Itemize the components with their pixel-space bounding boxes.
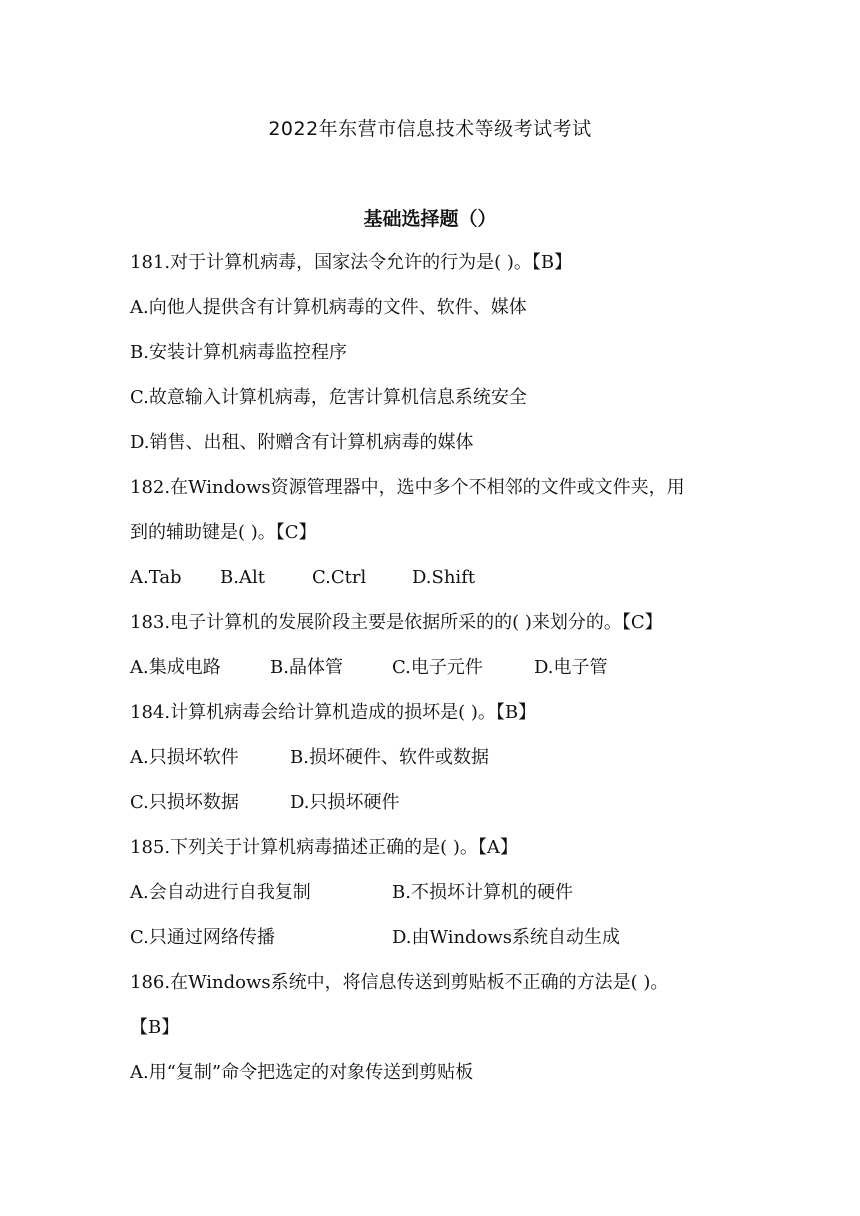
- question-183-option-a: A.集成电路: [130, 657, 221, 678]
- section-title: 基础选择题（）: [363, 208, 497, 230]
- question-183-stem: 183.电子计算机的发展阶段主要是依据所采的的( )来划分的。【C】: [130, 612, 663, 633]
- question-185-option-b: B.不损坏计算机的硬件: [392, 882, 573, 903]
- question-185-options-row1: [130, 876, 740, 921]
- question-185-option-d: D.由Windows系统自动生成: [392, 927, 621, 948]
- question-182-options: [130, 561, 740, 606]
- question-183-options: [130, 651, 740, 696]
- question-181-option-c: C.故意输入计算机病毒，危害计算机信息系统安全: [130, 387, 527, 408]
- question-182-option-d: D.Shift: [412, 567, 476, 588]
- question-181-option-a: A.向他人提供含有计算机病毒的文件、软件、媒体: [130, 297, 527, 318]
- question-184-option-c: C.只损坏数据: [130, 792, 239, 813]
- question-182-option-b: B.Alt: [220, 567, 265, 588]
- question-185-stem: 185.下列关于计算机病毒描述正确的是( )。【A】: [130, 837, 518, 858]
- question-186-stem-line2: 【B】: [130, 1017, 180, 1038]
- question-185-options-row2: [130, 921, 740, 966]
- question-186-option-a: A.用“复制”命令把选定的对象传送到剪贴板: [130, 1062, 474, 1083]
- question-183-option-d: D.电子管: [534, 657, 608, 678]
- question-list: [130, 246, 740, 1101]
- question-184-stem: 184.计算机病毒会给计算机造成的损坏是( )。【B】: [130, 702, 537, 723]
- question-182-option-c: C.Ctrl: [312, 567, 367, 588]
- question-183-option-c: C.电子元件: [392, 657, 483, 678]
- question-182-stem-line1: 182.在Windows资源管理器中，选中多个不相邻的文件或文件夹，用: [130, 477, 685, 498]
- question-184-option-a: A.只损坏软件: [130, 747, 239, 768]
- question-181-stem: 181.对于计算机病毒，国家法令允许的行为是( )。【B】: [130, 252, 573, 273]
- question-184-options-row1: [130, 741, 740, 786]
- question-183-option-b: B.晶体管: [270, 657, 343, 678]
- question-181-option-d: D.销售、出租、附赠含有计算机病毒的媒体: [130, 432, 474, 453]
- question-185-option-a: A.会自动进行自我复制: [130, 882, 311, 903]
- question-185-option-c: C.只通过网络传播: [130, 927, 275, 948]
- document-title: 2022年东营市信息技术等级考试考试: [268, 118, 592, 140]
- question-186-stem-line1: 186.在Windows系统中，将信息传送到剪贴板不正确的方法是( )。: [130, 972, 669, 993]
- question-184-options-row2: [130, 786, 740, 831]
- question-182-option-a: A.Tab: [130, 567, 182, 588]
- question-182-stem-line2: 到的辅助键是( )。【C】: [130, 522, 317, 543]
- question-181-option-b: B.安装计算机病毒监控程序: [130, 342, 347, 363]
- question-184-option-d: D.只损坏硬件: [290, 792, 400, 813]
- question-184-option-b: B.损坏硬件、软件或数据: [290, 747, 489, 768]
